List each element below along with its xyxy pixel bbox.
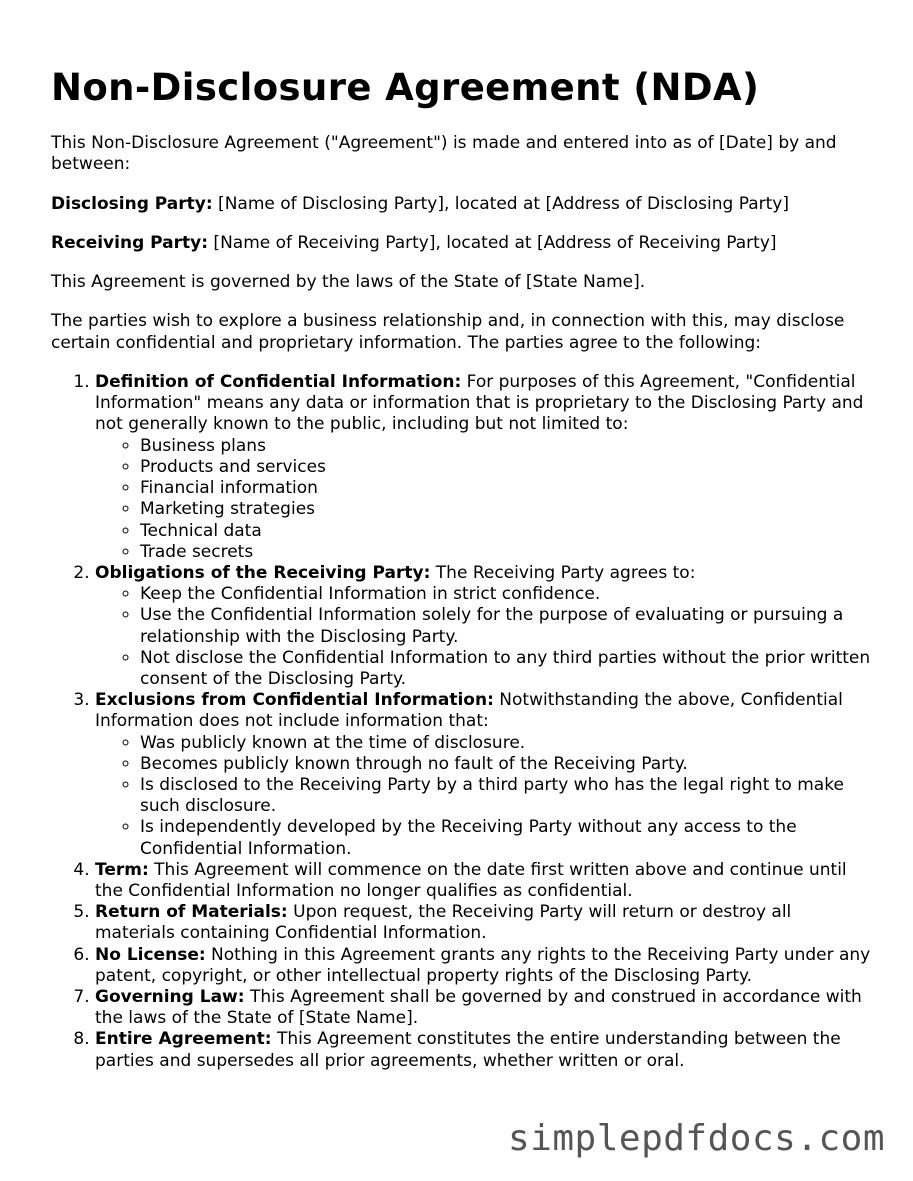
sublist-item: ◦ Business plans	[140, 436, 871, 457]
clause-heading: Exclusions from Confidential Information:	[95, 690, 494, 711]
sublist-item: ◦ Is independently developed by the Receiving Party without any access to the Confidential Information.	[140, 817, 871, 859]
clause-heading: No License:	[95, 944, 206, 965]
clauses-list	[51, 372, 871, 1072]
sublist-item: ◦ Is disclosed to the Receiving Party by a third party who has the legal right to make such disclosure.	[140, 775, 871, 817]
clause-item	[95, 860, 871, 902]
clause-heading: Return of Materials:	[95, 902, 288, 923]
clause-text: The Receiving Party agrees to:	[430, 562, 696, 583]
clause-text: Nothing in this Agreement grants any rights to the Receiving Party under any patent, copyright, or other intellectual property rights of the Disclosing Party.	[95, 944, 871, 986]
clause-item	[95, 945, 871, 987]
purpose-paragraph: The parties wish to explore a business relationship and, in connection with this, may disclose certain confidential and proprietary information. The parties agree to the following:	[51, 311, 845, 353]
receiving-party-label: Receiving Party:	[51, 232, 209, 253]
clause-text: Notwithstanding the above, Confidential Information does not include information that:	[95, 690, 843, 732]
intro-paragraph: This Non-Disclosure Agreement ("Agreement") is made and entered into as of [Date] by and between:	[51, 133, 837, 175]
clause-item	[95, 563, 871, 690]
clause-item	[95, 372, 871, 563]
sublist-item: ◦ Was publicly known at the time of disclosure.	[140, 733, 871, 754]
sublist-item: ◦ Products and services	[140, 457, 871, 478]
clause-item	[95, 690, 871, 860]
clause-heading: Term:	[95, 859, 149, 880]
clause-text: For purposes of this Agreement, "Confidential Information" means any data or information that is proprietary to the Disclosing Party and not generally known to the public, including but not limited to:	[95, 372, 864, 435]
receiving-party-paragraph	[51, 233, 871, 254]
disclosing-party-label: Disclosing Party:	[51, 193, 213, 214]
sublist-item: ◦ Keep the Confidential Information in strict confidence.	[140, 584, 871, 605]
document-title: Non-Disclosure Agreement (NDA)	[51, 66, 760, 109]
document-page	[51, 62, 871, 1072]
clause-text: This Agreement shall be governed by and construed in accordance with the laws of the State of [State Name].	[95, 986, 862, 1029]
clause-item	[95, 902, 871, 944]
sublist-item: ◦ Use the Confidential Information solely for the purpose of evaluating or pursuing a relationship with the Disclosing Party.	[140, 605, 871, 647]
sublist-item: ◦ Not disclose the Confidential Information to any third parties without the prior written consent of the Disclosing Party.	[140, 648, 871, 690]
sublist-item: ◦ Technical data	[140, 521, 871, 542]
disclosing-party-text: [Name of Disclosing Party], located at [Address of Disclosing Party]	[212, 193, 789, 214]
clause-item	[95, 1029, 871, 1071]
sublist-item: ◦ Marketing strategies	[140, 499, 871, 520]
clause-heading: Definition of Confidential Information:	[95, 372, 462, 393]
sublist-item: ◦ Becomes publicly known through no fault of the Receiving Party.	[140, 754, 871, 775]
clause-text: Upon request, the Receiving Party will return or destroy all materials containing Confidential Information.	[95, 902, 792, 944]
clause-sublist	[95, 436, 871, 563]
governing-paragraph: This Agreement is governed by the laws of the State of [State Name].	[51, 272, 646, 293]
clause-item	[95, 987, 871, 1029]
sublist-item: ◦ Trade secrets	[140, 542, 871, 563]
clause-heading: Obligations of the Receiving Party:	[95, 562, 431, 583]
clause-sublist	[95, 733, 871, 860]
sublist-item: ◦ Financial information	[140, 478, 871, 499]
clause-heading: Entire Agreement:	[95, 1029, 272, 1050]
clause-text: This Agreement will commence on the date first written above and continue until the Confidential Information no longer qualifies as confidential.	[95, 859, 847, 901]
site-watermark: simplepdfdocs.com	[508, 1118, 885, 1159]
clause-sublist	[95, 584, 871, 690]
clause-heading: Governing Law:	[95, 986, 245, 1007]
disclosing-party-paragraph	[51, 194, 871, 215]
receiving-party-text: [Name of Receiving Party], located at [Address of Receiving Party]	[208, 232, 777, 253]
clause-text: This Agreement constitutes the entire understanding between the parties and supersedes all prior agreements, whether written or oral.	[95, 1029, 841, 1071]
